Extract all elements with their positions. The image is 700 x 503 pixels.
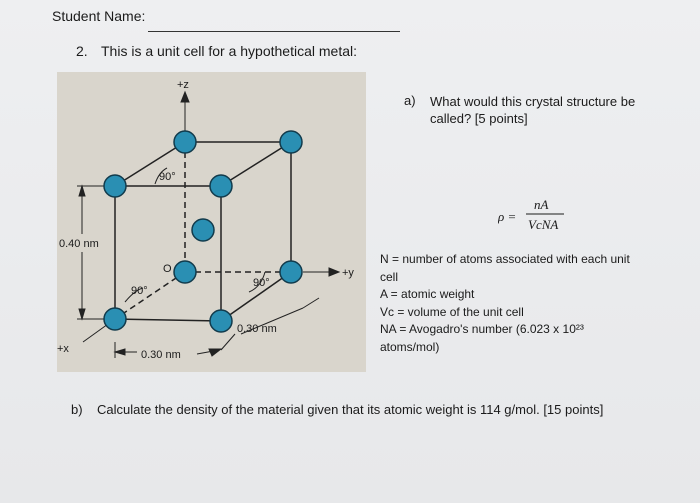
unit-cell-figure — [57, 72, 366, 372]
atom-corner-top-front-left — [104, 175, 126, 197]
student-name-label: Student Name: — [52, 8, 146, 24]
atom-corner-bottom-front-left — [104, 308, 126, 330]
part-a-letter: a) — [404, 93, 416, 108]
legend-line: NA = Avogadro's number (6.023 x 10²³ — [380, 322, 584, 337]
density-formula — [498, 196, 578, 236]
formula-numerator: nA — [534, 197, 549, 212]
legend-line: N = number of atoms associated with each unit — [380, 252, 630, 266]
angle-left-label: 90° — [131, 285, 148, 297]
angle-top-label: 90° — [159, 171, 176, 183]
height-dimension-label: 0.40 nm — [59, 238, 99, 250]
student-name-line[interactable] — [148, 31, 400, 32]
formula-denominator: VcNA — [528, 217, 559, 232]
part-b-text: Calculate the density of the material given that its atomic weight is 114 g/mol. [15 points] — [97, 402, 604, 417]
unit-cell-diagram — [57, 72, 366, 372]
depth-dimension-label: 0.30 nm — [237, 323, 277, 335]
atom-corner-bottom-back-right — [280, 261, 302, 283]
formula-legend — [380, 251, 670, 357]
width-dimension-label: 0.30 nm — [141, 349, 181, 361]
atom-body-center — [192, 219, 214, 241]
atom-corner-top-front-right — [210, 175, 232, 197]
atom-corner-bottom-front-right — [210, 310, 232, 332]
axis-z-label: +z — [177, 79, 189, 91]
atom-corner-top-back-left — [174, 131, 196, 153]
legend-line: A = atomic weight — [380, 287, 475, 302]
formula-rho: ρ = — [498, 209, 517, 224]
question-number: 2. — [76, 43, 88, 59]
atom-corner-top-back-right — [280, 131, 302, 153]
part-a-text: What would this crystal structure be called? [5 points] — [430, 94, 636, 126]
legend-line: Vc = volume of the unit cell — [380, 304, 524, 319]
origin-label: O — [163, 263, 172, 275]
atom-group — [104, 131, 302, 332]
part-b-letter: b) — [71, 402, 83, 417]
legend-line: cell — [380, 269, 399, 284]
axis-y-label: +y — [342, 267, 354, 279]
question-text: This is a unit cell for a hypothetical metal: — [101, 43, 358, 59]
axis-x-label: +x — [57, 343, 69, 355]
legend-line: atoms/mol) — [380, 339, 440, 354]
angle-right-label: 90° — [253, 277, 270, 289]
atom-corner-bottom-back-left — [174, 261, 196, 283]
